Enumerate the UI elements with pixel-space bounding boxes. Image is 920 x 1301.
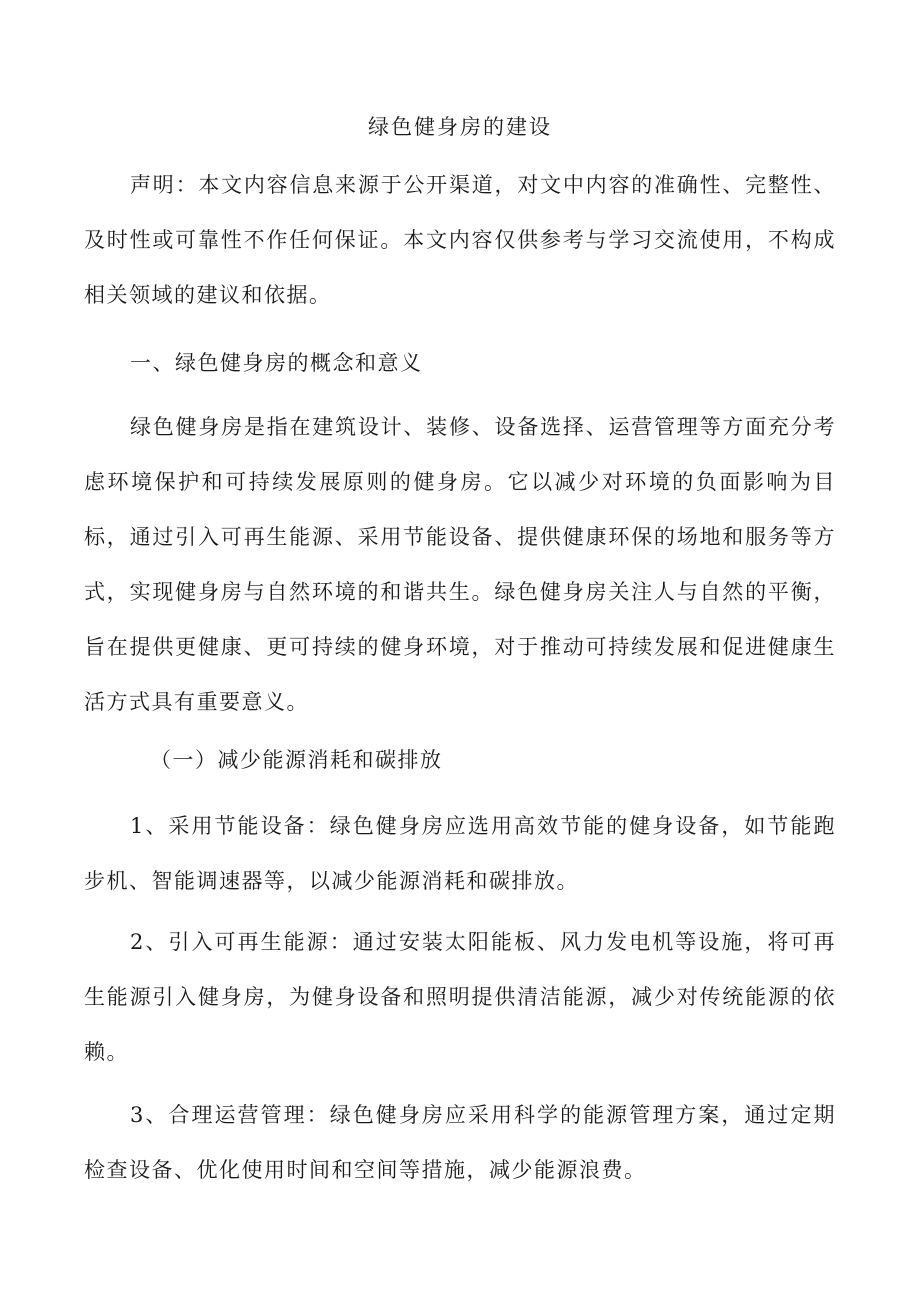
subsection-heading: （一）减少能源消耗和碳排放 bbox=[150, 748, 443, 772]
section-heading: 一、绿色健身房的概念和意义 bbox=[130, 351, 423, 375]
list-item-3: 3、合理运营管理：绿色健身房应采用科学的能源管理方案，通过定期检查设备、优化使用时间和空间等措施，减少能源浪费。 bbox=[84, 1103, 836, 1182]
disclaimer-paragraph: 声明：本文内容信息来源于公开渠道，对文中内容的准确性、完整性、及时性或可靠性不作任何保证。本文内容仅供参考与学习交流使用，不构成相关领域的建议和依据。 bbox=[84, 173, 836, 307]
list-item-2: 2、引入可再生能源：通过安装太阳能板、风力发电机等设施，将可再生能源引入健身房，为健身设备和照明提供清洁能源，减少对传统能源的依赖。 bbox=[84, 930, 836, 1064]
document-title: 绿色健身房的建设 bbox=[368, 115, 552, 139]
section-body-paragraph: 绿色健身房是指在建筑设计、装修、设备选择、运营管理等方面充分考虑环境保护和可持续发展原则的健身房。它以减少对环境的负面影响为目标，通过引入可再生能源、采用节能设备、提供健康环保的场地和服务等方式，实现健身房与自然环境的和谐共生。绿色健身房关注人与自然的平衡，旨在提供更健康、更可持续的健身环境，对于推动可持续发展和促进健康生活方式具有重要意义。 bbox=[84, 415, 836, 714]
list-item-1: 1、采用节能设备：绿色健身房应选用高效节能的健身设备，如节能跑步机、智能调速器等，以减少能源消耗和碳排放。 bbox=[84, 814, 836, 893]
